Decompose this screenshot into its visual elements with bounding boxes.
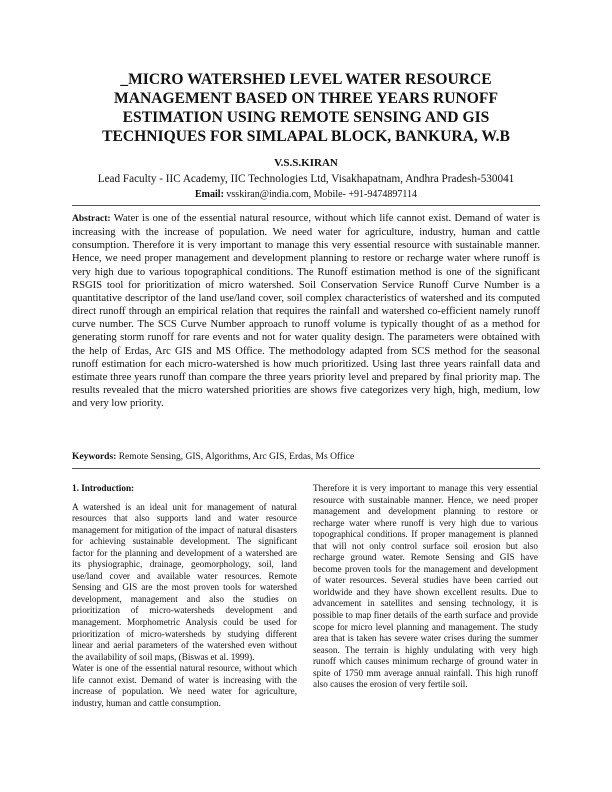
body-paragraph: Water is one of the essential natural resource, without which life cannot exist. Demand of water is increasing with the increase of population. We need water for agriculture, industry, human and cattle consumption.	[72, 663, 297, 708]
email-label: Email:	[195, 189, 224, 200]
keywords	[72, 452, 540, 462]
author-name: V.S.S.KIRAN	[274, 157, 338, 169]
keywords-label: Keywords:	[72, 452, 117, 462]
keywords-text: Remote Sensing, GIS, Algorithms, Arc GIS, Erdas, Ms Office	[118, 452, 355, 462]
body-paragraph: Therefore it is very important to manage this very essential resource with sustainable manner. Hence, we need proper management and development planning to restore or recharge water where runoff is very high due to various topographical conditions. If proper management is planned that will not only control surface soil erosion but also recharge ground water. Remote Sensing and GIS have become proven tools for the management and development of water resources. Several studies have been carried out worldwide and they have shown excellent results. Due to advancement in satellites and sensing technology, it is possible to map finer details of the earth surface and provide scope for micro level planning and management. The study area that is taken has severe water crises during the summer season. The terrain is highly undulating with very high runoff which causes minimum recharge of ground water in spite of 1750 mm average annual rainfall. This high runoff also causes the erosion of very fertile soil.	[313, 483, 538, 690]
abstract-top-rule	[72, 205, 540, 206]
email-text: vsskiran@india.com, Mobile- +91-9474897114	[226, 189, 417, 200]
right-column	[313, 483, 538, 691]
intro-heading: 1. Introduction:	[72, 483, 135, 493]
title-line: MANAGEMENT BASED ON THREE YEARS RUNOFF	[114, 90, 498, 107]
left-column	[72, 483, 297, 709]
abstract-bottom-rule	[72, 468, 540, 469]
abstract-text: Water is one of the essential natural resource, without which life cannot exist. Demand of water is increasing with the increase of population. We need water for agriculture, industry, human and cattle consumption. Therefore it is very important to manage this very essential resource with sustainable manner. Hence, we need proper management and development planning to restore or recharge water where runoff is very high due to various topographical conditions. The Runoff estimation method is one of the significant RSGIS tool for prioritization of micro watershed. Soil Conservation Service Runoff Curve Number is a quantitative descriptor of the land use/land cover, soil complex characteristics of watershed and its computed direct runoff through an empirical relation that requires the rainfall and watershed co-efficient namely runoff curve number. The SCS Curve Number approach to runoff volume is typically thought of as a method for generating storm runoff for rare events and not for water quality design. The parameters were obtained with the help of Erdas, Arc GIS and MS Office. The methodology adapted from SCS method for the seasonal runoff estimation for each micro-watershed is how much prioritized. Using last three years rainfall data and estimate three years runoff than compare the three years priority level and prepared by final priority map. The results revealed that the micro watershed priorities are shows five categorizes very high, high, medium, low and very low priority.	[72, 213, 540, 410]
author-affiliation: Lead Faculty - IIC Academy, IIC Technologies Ltd, Visakhapatnam, Andhra Pradesh-530041	[97, 173, 515, 185]
author-contact	[0, 189, 612, 200]
title-line: TECHNIQUES FOR SIMLAPAL BLOCK, BANKURA, W.B	[102, 128, 510, 145]
title-line: ESTIMATION USING REMOTE SENSING AND GIS	[122, 109, 490, 126]
abstract-label: Abstract:	[72, 214, 111, 224]
paper-title	[60, 70, 552, 146]
title-line: _MICRO WATERSHED LEVEL WATER RESOURCE	[120, 71, 492, 88]
abstract	[72, 212, 540, 410]
body-paragraph: A watershed is an ideal unit for management of natural resources that also supports land and water resource management for mitigation of the impact of natural disasters for achieving sustainable development. The significant factor for the planning and development of a watershed are its physiographic, drainage, geomorphology, soil, land use/land cover and available water resources. Remote Sensing and GIS are the most proven tools for watershed development, management and also the studies on prioritization of micro-watersheds development and management. Morphometric Analysis could be used for prioritization of micro-watersheds by studying different linear and aerial parameters of the watershed even without the availability of soil maps, (Biswas et al. 1999).	[72, 501, 297, 662]
